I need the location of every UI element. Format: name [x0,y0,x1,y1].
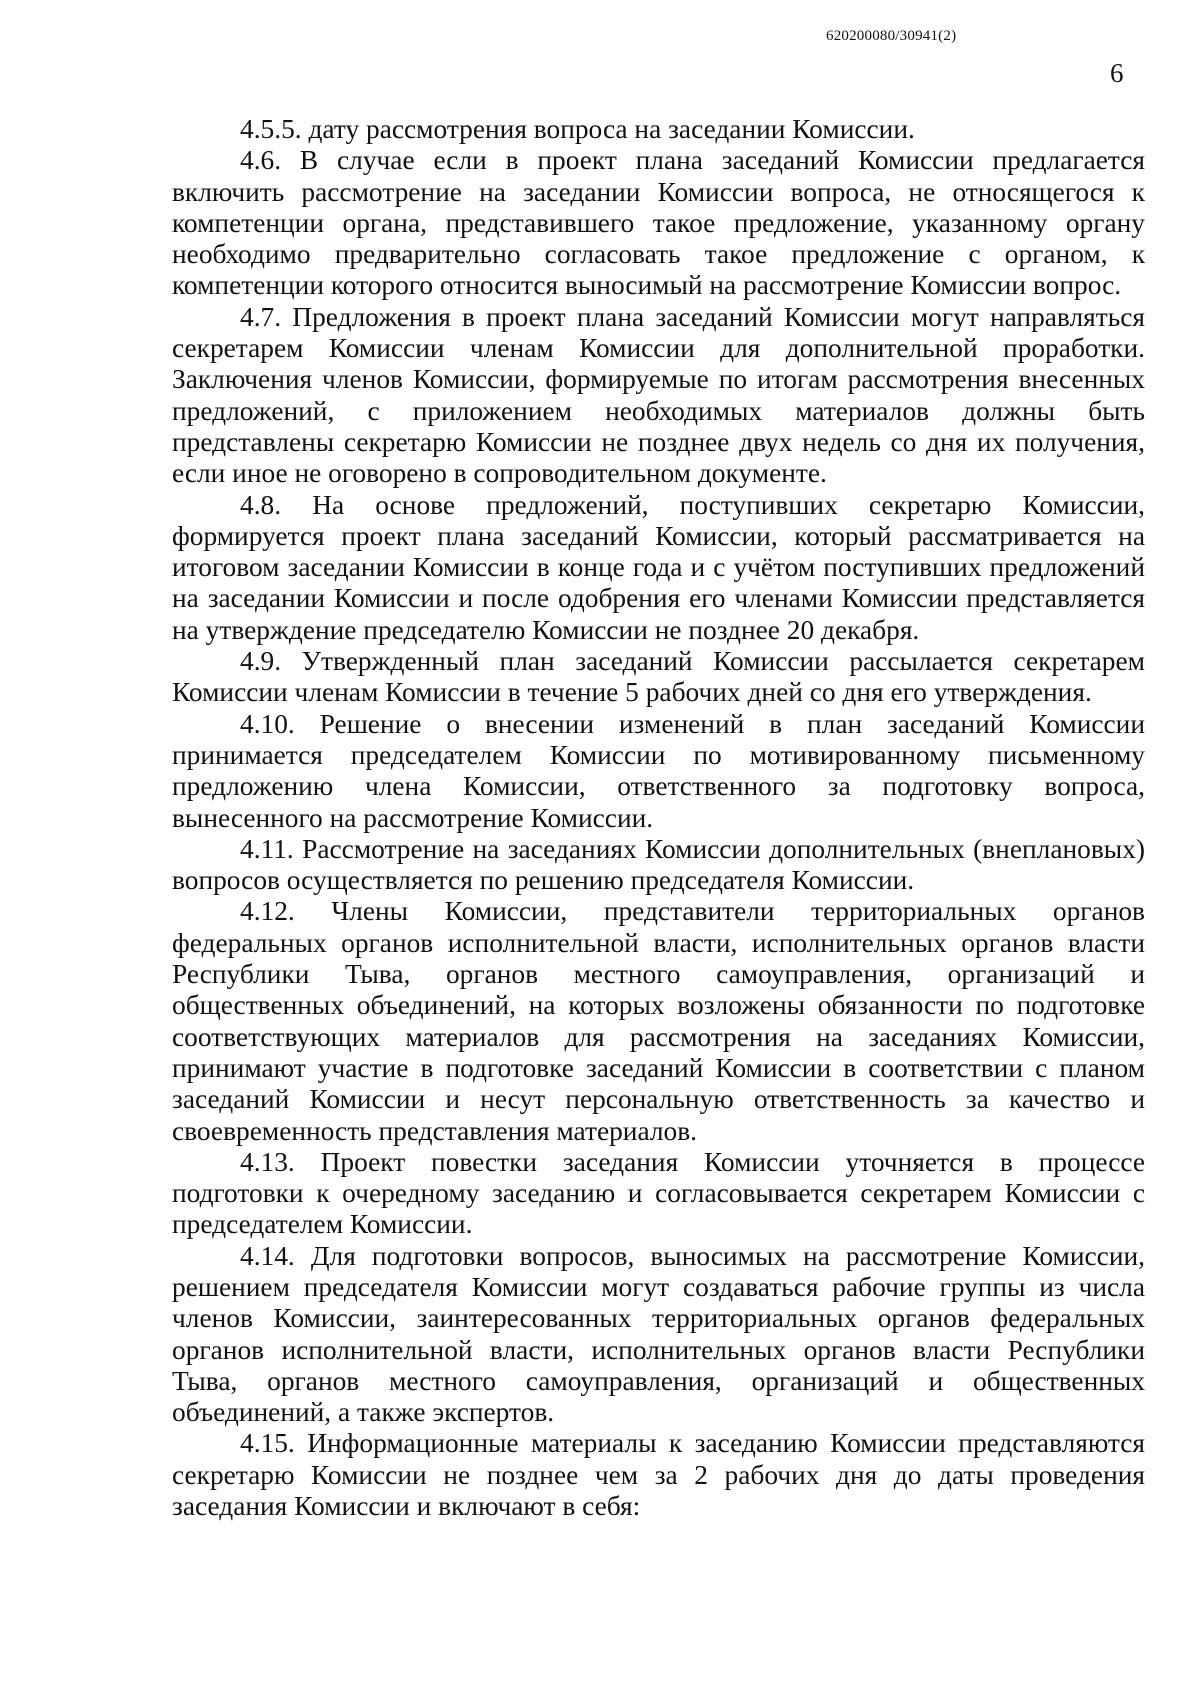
paragraph-4-5-5: 4.5.5. дату рассмотрения вопроса на заседании Комиссии. [240,114,915,144]
paragraph-4-10: 4.10. Решение о внесении изменений в план заседаний Комиссии принимается председателем Комиссии по мотивированному письменному предложению члена Комиссии, ответственного за подготовку вопроса, вынесенного на рассмотрение Комиссии. [172,708,1145,833]
paragraph-4-6: 4.6. В случае если в проект плана заседаний Комиссии предлагается включить рассмотрение на заседании Комиссии вопроса, не относящегося к компетенции органа, представившего такое предложение, указанному органу необходимо предварительно согласовать такое предложение с органом, к компетенции которого относится выносимый на рассмотрение Комиссии вопрос. [172,145,1145,301]
paragraph-4-11: 4.11. Рассмотрение на заседаниях Комиссии дополнительных (внеплановых) вопросов осуществляется по решению председателя Комиссии. [172,833,1145,896]
paragraph-4-7: 4.7. Предложения в проект плана заседаний Комиссии могут направляться секретарем Комиссии членам Комиссии для дополнительной проработки. Заключения членов Комиссии, формируемые по итогам рассмотрения внесенных предложений, с приложением необходимых материалов должны быть представлены секретарю Комиссии не позднее двух недель со дня их получения, если иное не оговорено в сопроводительном документе. [172,301,1145,489]
paragraph-4-13: 4.13. Проект повестки заседания Комиссии уточняется в процессе подготовки к очередному заседанию и согласовывается секретарем Комиссии с председателем Комиссии. [172,1146,1145,1240]
paragraph-4-9: 4.9. Утвержденный план заседаний Комиссии рассылается секретарем Комиссии членам Комиссии в течение 5 рабочих дней со дня его утверждения. [172,646,1145,708]
page-number: 6 [1110,58,1124,88]
paragraph-4-14: 4.14. Для подготовки вопросов, выносимых на рассмотрение Комиссии, решением председателя Комиссии могут создаваться рабочие группы из числа членов Комиссии, заинтересованных территориальных органов федеральных органов исполнительной власти, исполнительных органов власти Республики Тыва, органов местного самоуправления, организаций и общественных объединений, а также экспертов. [172,1240,1145,1428]
paragraph-4-12: 4.12. Члены Комиссии, представители территориальных органов федеральных органов исполнительной власти, исполнительных органов власти Республики Тыва, органов местного самоуправления, организаций и общественных объединений, на которых возложены обязанности по подготовке соответствующих материалов для рассмотрения на заседаниях Комиссии, принимают участие в подготовке заседаний Комиссии в соответствии с планом заседаний Комиссии и несут персональную ответственность за качество и своевременность представления материалов. [172,896,1145,1146]
paragraph-4-15: 4.15. Информационные материалы к заседанию Комиссии представляются секретарю Комиссии не позднее чем за 2 рабочих дня до даты проведения заседания Комиссии и включают в себя: [172,1428,1145,1522]
document-id: 620200080/30941(2) [826,28,957,44]
document-body [172,114,1145,1522]
paragraph-4-8: 4.8. На основе предложений, поступивших секретарю Комиссии, формируется проект плана заседаний Комиссии, который рассматривается на итоговом заседании Комиссии в конце года и с учётом поступивших предложений на заседании Комиссии и после одобрения его членами Комиссии представляется на утверждение председателю Комиссии не позднее 20 декабря. [172,489,1145,645]
